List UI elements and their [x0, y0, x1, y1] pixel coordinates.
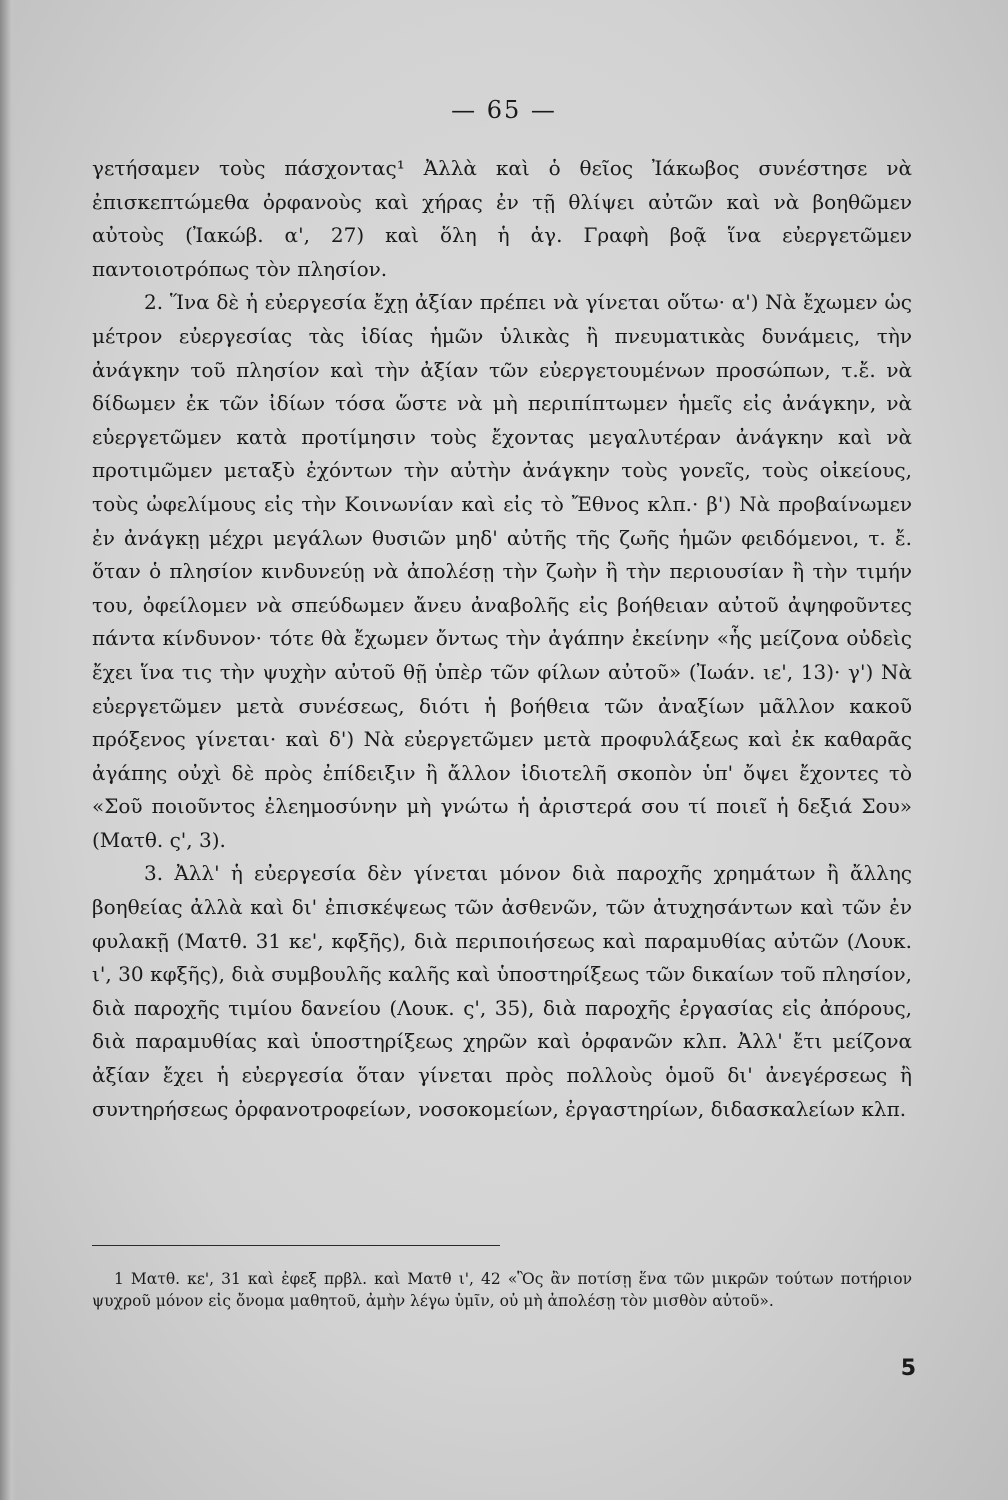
paragraph-3: 3. Ἀλλ' ἡ εὐεργεσία δὲν γίνεται μόνον διὰ παροχῆς χρημάτων ἢ ἄλλης βοηθείας ἀλλὰ καὶ δι' ἐπισκέψεως τῶν ἀσθενῶν, τῶν ἀτυχησάντων καὶ τῶν ἐν φυλακῇ (Ματθ. 31 κε', κφξῆς), διὰ περιποιήσεως καὶ παραμυθίας αὐτῶν (Λουκ. ι', 30 κφξῆς), διὰ συμβουλῆς καλῆς καὶ ὑποστηρίξεως τῶν δικαίων τοῦ πλησίον, διὰ παροχῆς τιμίου δανείου (Λουκ. ς', 35), διὰ παροχῆς ἐργασίας εἰς ἀπόρους, διὰ παραμυθίας καὶ ὑποστηρίξεως χηρῶν καὶ ὀρφανῶν κλπ. Ἀλλ' ἔτι μείζονα ἀξίαν ἔχει ἡ εὐεργεσία ὅταν γίνεται πρὸς πολλοὺς ὁμοῦ δι' ἀνεγέρσεως ἢ συντηρήσεως ὀρφανοτροφείων, νοσοκομείων, ἐργαστηρίων, διδασκαλείων κλπ.	[92, 861, 912, 1121]
paragraph-1: γετήσαμεν τοὺς πάσχοντας¹ Ἀλλὰ καὶ ὁ θεῖος Ἰάκωβος συνέστησε νὰ ἐπισκεπτώμεθα ὀρφανοὺς καὶ χήρας ἐν τῇ θλίψει αὐτῶν καὶ νὰ βοηθῶμεν αὐτοὺς (Ἰακώβ. α', 27) καὶ ὅλη ἡ ἁγ. Γραφὴ βοᾷ ἵνα εὐεργετῶμεν παντοιοτρόπως τὸν πλησίον.	[92, 156, 912, 281]
page-number: — 65 —	[451, 96, 557, 124]
footnotes	[92, 1268, 912, 1312]
footnote-divider	[92, 1245, 500, 1246]
page-edge-shadow	[0, 0, 16, 1500]
paragraph-2: 2. Ἵνα δὲ ἡ εὐεργεσία ἔχῃ ἀξίαν πρέπει νὰ γίνεται οὕτω· α') Νὰ ἔχωμεν ὡς μέτρον εὐεργεσίας τὰς ἰδίας ἡμῶν ὑλικὰς ἢ πνευματικὰς δυνάμεις, τὴν ἀνάγκην τοῦ πλησίον καὶ τὴν ἀξίαν τῶν εὐεργετουμένων προσώπων, τ.ἔ. νὰ δίδωμεν ἐκ τῶν ἰδίων τόσα ὥστε νὰ μὴ περιπίπτωμεν ἡμεῖς εἰς ἀνάγκην, νὰ εὐεργετῶμεν κατὰ προτίμησιν τοὺς ἔχοντας μεγαλυτέραν ἀνάγκην καὶ νὰ προτιμῶμεν μεταξὺ ἐχόντων τὴν αὐτὴν ἀνάγκην τοὺς γονεῖς, τοὺς οἰκείους, τοὺς ὠφελίμους εἰς τὴν Κοινωνίαν καὶ εἰς τὸ Ἔθνος κλπ.· β') Νὰ προβαίνωμεν ἐν ἀνάγκῃ μέχρι μεγάλων θυσιῶν μηδ' αὐτῆς τῆς ζωῆς ἡμῶν φειδόμενοι, τ. ἔ. ὅταν ὁ πλησίον κινδυνεύῃ νὰ ἀπολέσῃ τὴν ζωὴν ἢ τὴν περιουσίαν ἢ τὴν τιμήν του, ὀφείλομεν νὰ σπεύδωμεν ἄνευ ἀναβολῆς εἰς βοήθειαν αὐτοῦ ἀψηφοῦντες πάντα κίνδυνον· τότε θὰ ἔχωμεν ὄντως τὴν ἀγάπην ἐκείνην «ἧς μείζονα οὐδεὶς ἔχει ἵνα τις τὴν ψυχὴν αὐτοῦ θῇ ὑπὲρ τῶν φίλων αὐτοῦ» (Ἰωάν. ιε', 13)· γ') Νὰ εὐεργετῶμεν μετὰ συνέσεως, διότι ἡ βοήθεια τῶν ἀναξίων μᾶλλον κακοῦ πρόξενος γίνεται· καὶ δ') Νὰ εὐεργετῶμεν μετὰ προφυλάξεως καὶ ἐκ καθαρᾶς ἀγάπης οὐχὶ δὲ πρὸς ἐπίδειξιν ἢ ἄλλον ἰδιοτελῆ σκοπὸν ὑπ' ὄψει ἔχοντες τὸ «Σοῦ ποιοῦντος ἐλεημοσύνην μὴ γνώτω ἡ ἀριστερά σου τί ποιεῖ ἡ δεξιά Σου» (Ματθ. ς', 3).	[92, 290, 912, 852]
signature-mark: 5	[900, 1356, 916, 1381]
body-text	[92, 152, 912, 1126]
footnote-1: 1 Ματθ. κε', 31 καὶ ἐφεξ πρβλ. καὶ Ματθ ι', 42 «Ὃς ἂν ποτίσῃ ἕνα τῶν μικρῶν τούτων ποτήριον ψυχροῦ μόνον εἰς ὄνομα μαθητοῦ, ἀμὴν λέγω ὑμῖν, οὐ μὴ ἀπολέσῃ τὸν μισθὸν αὐτοῦ».	[92, 1270, 912, 1310]
